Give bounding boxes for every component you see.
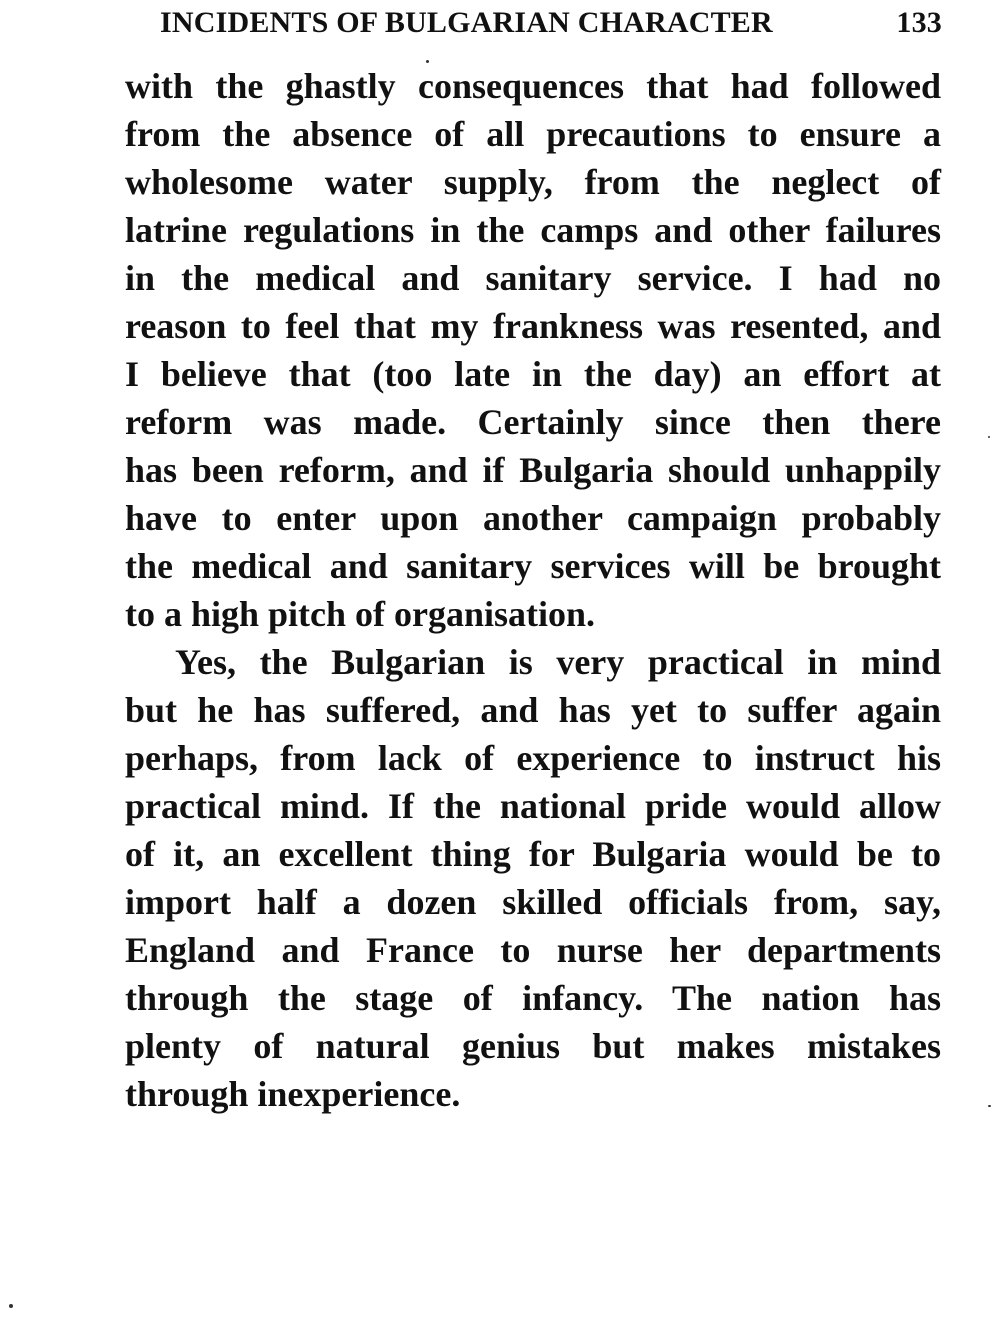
text-line: through the stage of infancy. The nation has	[125, 978, 941, 1018]
paragraph-2	[125, 638, 941, 1118]
scan-speck	[426, 60, 429, 63]
scan-speck	[988, 436, 990, 438]
text-line: practical mind. If the national pride would allow	[125, 786, 941, 826]
page-number: 133	[896, 6, 942, 39]
text-line: plenty of natural genius but makes mistakes	[125, 1026, 941, 1066]
paragraph-1	[125, 62, 941, 638]
text-line: to a high pitch of organisation.	[125, 594, 596, 634]
text-line: with the ghastly consequences that had followed	[125, 66, 941, 106]
text-line: Yes, the Bulgarian is very practical in mind	[175, 642, 941, 682]
text-line: latrine regulations in the camps and other failures	[125, 210, 941, 250]
scan-speck	[9, 1304, 13, 1308]
text-line: reform was made. Certainly since then there	[125, 402, 941, 442]
text-line: from the absence of all precautions to ensure a	[125, 114, 941, 154]
text-line: in the medical and sanitary service. I had no	[125, 258, 941, 298]
scan-speck	[988, 1105, 991, 1107]
text-line: reason to feel that my frankness was resented, and	[125, 306, 941, 346]
text-line: England and France to nurse her departments	[125, 930, 941, 970]
text-line: import half a dozen skilled officials from, say,	[125, 882, 941, 922]
text-line: has been reform, and if Bulgaria should unhappily	[125, 450, 941, 490]
text-line: perhaps, from lack of experience to instruct his	[125, 738, 941, 778]
text-line: the medical and sanitary services will be brought	[125, 546, 941, 586]
running-head-title: INCIDENTS OF BULGARIAN CHARACTER	[160, 6, 773, 39]
text-line: have to enter upon another campaign probably	[125, 498, 941, 538]
text-line: wholesome water supply, from the neglect of	[125, 162, 941, 202]
text-line: but he has suffered, and has yet to suffer again	[125, 690, 941, 730]
text-line: of it, an excellent thing for Bulgaria would be to	[125, 834, 941, 874]
text-line: I believe that (too late in the day) an effort at	[125, 354, 941, 394]
text-line: through inexperience.	[125, 1074, 461, 1114]
running-head	[160, 4, 942, 42]
body-text	[125, 62, 941, 1118]
